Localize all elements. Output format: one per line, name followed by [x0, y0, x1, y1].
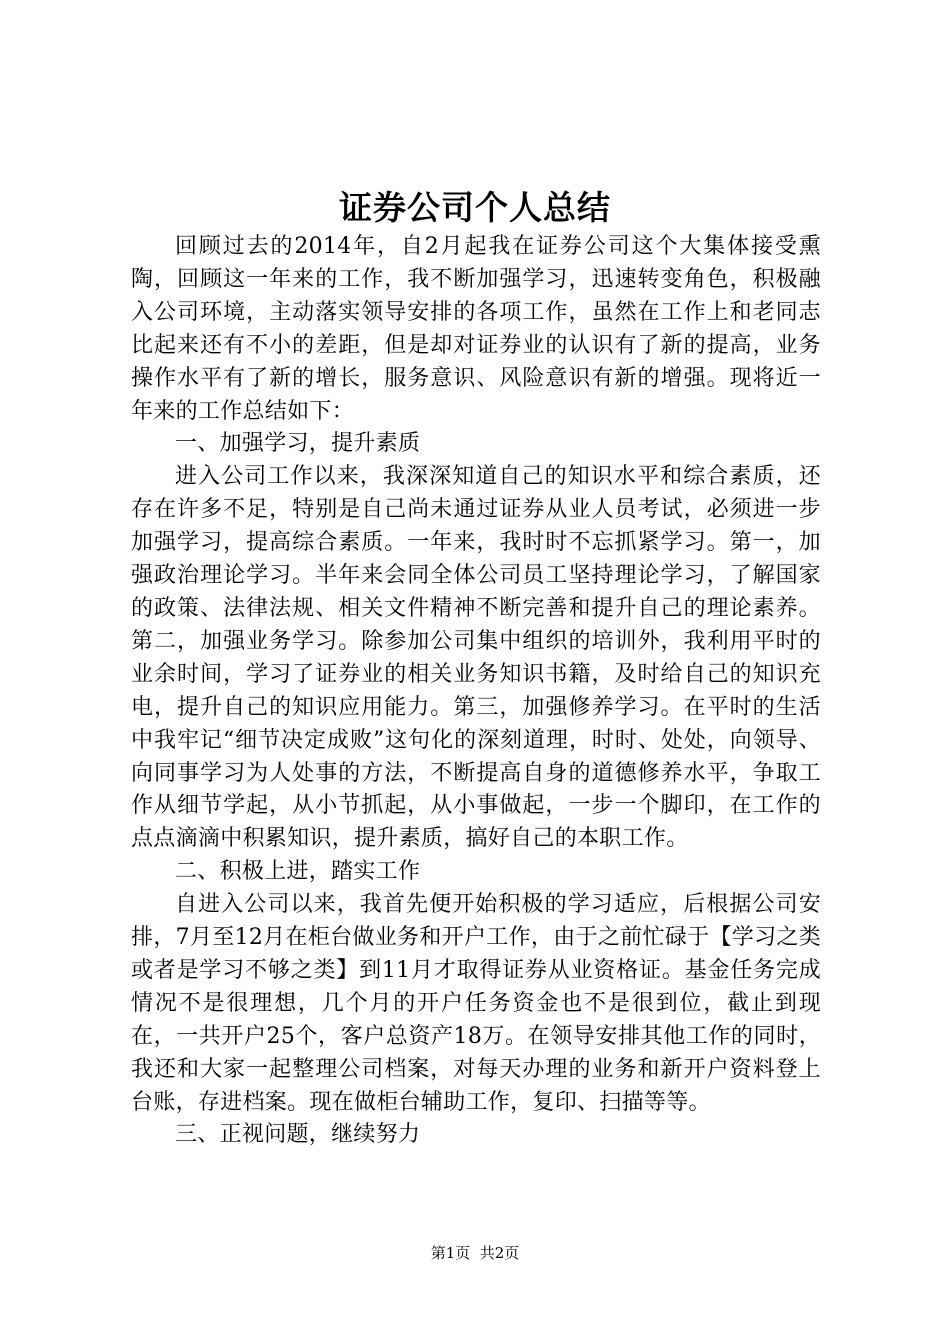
paragraph-section-1: 进入公司工作以来，我深深知道自己的知识水平和综合素质，还存在许多不足，特别是自己尚未通过证券从业人员考试，必须进一步加强学习，提高综合素质。一年来，我时时不忘抓紧学习。第一，加强政治理论学习。半年来会同全体公司员工坚持理论学习，了解国家的政策、法律法规、相关文件精神不断完善和提升自己的理论素养。第二，加强业务学习。除参加公司集中组织的培训外，我利用平时的业余时间，学习了证券业的相关业务知识书籍，及时给自己的知识充电，提升自己的知识应用能力。第三，加强修养学习。在平时的生活中我牢记“细节决定成败”这句化的深刻道理，时时、处处，向领导、向同事学习为人处事的方法，不断提高自身的道德修养水平，争取工作从细节学起，从小节抓起，从小事做起，一步一个脚印，在工作的点点滴滴中积累知识，提升素质，搞好自己的本职工作。	[131, 464, 821, 852]
page-number: 第1页 共2页	[430, 1244, 520, 1262]
document-body	[131, 231, 821, 1152]
section-heading-3: 三、正视问题，继续努力	[175, 1122, 421, 1148]
paragraph-section-2: 自进入公司以来，我首先便开始积极的学习适应，后根据公司安排，7月至12月在柜台做业务和开户工作，由于之前忙碌于【学习之类或者是学习不够之类】到11月才取得证券从业资格证。基金任务完成情况不是很理想，几个月的开户任务资金也不是很到位，截止到现在，一共开户25个，客户总资产18万。在领导安排其他工作的同时，我还和大家一起整理公司档案，对每天办理的业务和新开户资料登上台账，存进档案。现在做柜台辅助工作，复印、扫描等等。	[131, 892, 821, 1115]
document-title: 证券公司个人总结	[339, 188, 611, 227]
section-heading-1: 一、加强学习，提升素质	[175, 431, 421, 457]
paragraph-intro: 回顾过去的2014年，自2月起我在证券公司这个大集体接受熏陶，回顾这一年来的工作，我不断加强学习，迅速转变角色，积极融入公司环境，主动落实领导安排的各项工作，虽然在工作上和老同志比起来还有不小的差距，但是却对证券业的认识有了新的提高，业务操作水平有了新的增长，服务意识、风险意识有新的增强。现将近一年来的工作总结如下：	[131, 234, 821, 424]
section-heading-2: 二、积极上进，踏实工作	[175, 859, 421, 885]
page-footer	[0, 1243, 950, 1263]
